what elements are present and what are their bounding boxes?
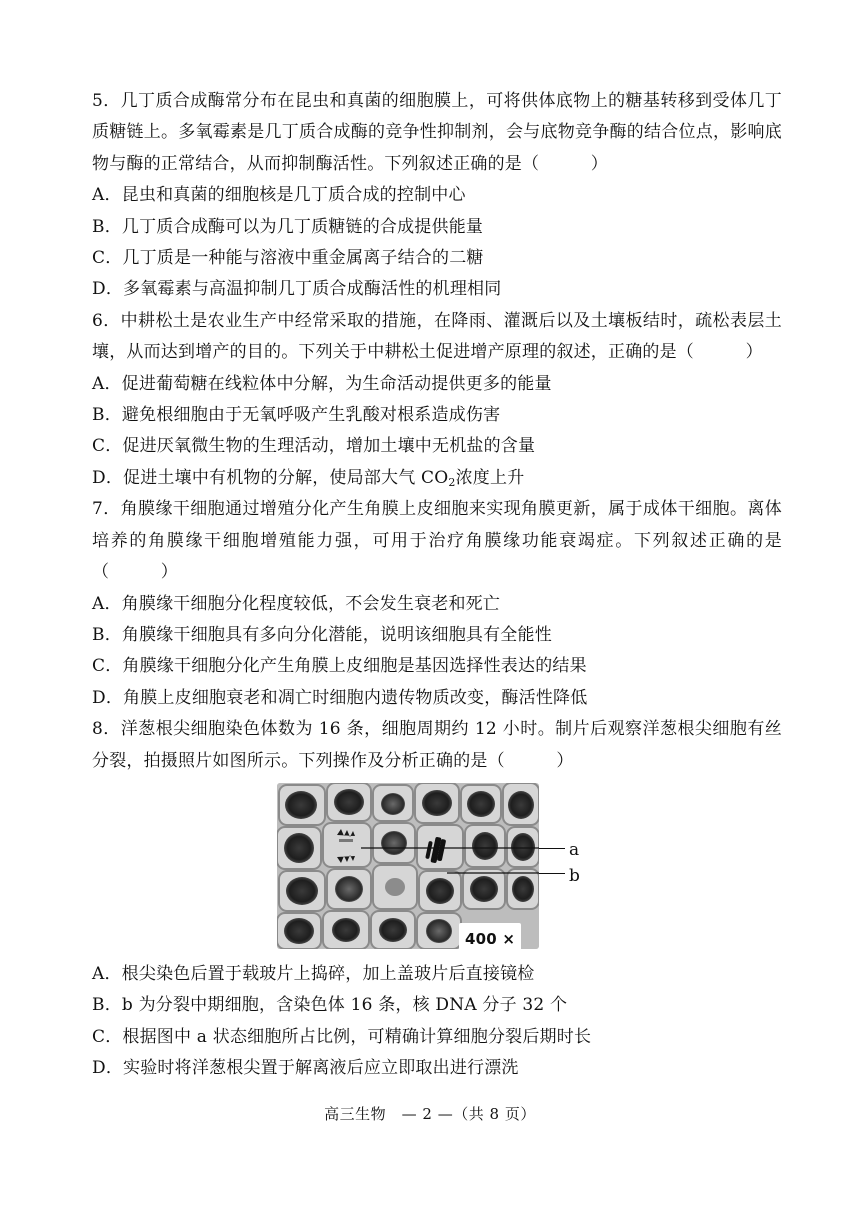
pointer-line-b xyxy=(539,873,565,874)
option-a: A．根尖染色后置于载玻片上捣碎，加上盖玻片后直接镜检 xyxy=(92,963,535,984)
micrograph-figure xyxy=(277,783,677,953)
option-b: B．b 为分裂中期细胞，含染色体 16 条，核 DNA 分子 32 个 xyxy=(92,995,568,1016)
option-c: C．根据图中 a 状态细胞所占比例，可精确计算细胞分裂后期时长 xyxy=(92,1026,592,1047)
option-b: B．角膜缘干细胞具有多向分化潜能，说明该细胞具有全能性 xyxy=(92,624,552,645)
option-b: B．几丁质合成酶可以为几丁质糖链的合成提供能量 xyxy=(92,216,484,237)
label-b: b xyxy=(569,865,581,886)
option-a: A．角膜缘干细胞分化程度较低，不会发生衰老和死亡 xyxy=(92,593,501,614)
question-8 xyxy=(92,714,782,1084)
pointer-line-a xyxy=(539,848,565,849)
question-stem: 7．角膜缘干细胞通过增殖分化产生角膜上皮细胞来实现角膜更新，属于成体干细胞。离体培养的角膜缘干细胞增殖能力强，可用于治疗角膜缘功能衰竭症。下列叙述正确的是（ ） xyxy=(92,499,782,583)
option-d: D．角膜上皮细胞衰老和凋亡时细胞内遗传物质改变，酶活性降低 xyxy=(92,687,588,708)
page-footer: 高三生物 — 2 —（共 8 页） xyxy=(324,1105,536,1123)
option-d xyxy=(92,463,782,494)
question-5 xyxy=(92,86,782,306)
question-stem: 6．中耕松土是农业生产中经常采取的措施，在降雨、灌溉后以及土壤板结时，疏松表层土壤，从而达到增产的目的。下列关于中耕松土促进增产原理的叙述，正确的是（ ） xyxy=(92,310,782,363)
question-content xyxy=(92,86,782,1085)
option-a: A．促进葡萄糖在线粒体中分解，为生命活动提供更多的能量 xyxy=(92,373,552,394)
option-d: D．实验时将洋葱根尖置于解离液后应立即取出进行漂洗 xyxy=(92,1058,519,1079)
option-a: A．昆虫和真菌的细胞核是几丁质合成的控制中心 xyxy=(92,185,466,206)
option-d-text: D．促进土壤中有机物的分解，使局部大气 CO xyxy=(92,467,449,488)
option-d-text-end: 浓度上升 xyxy=(455,467,525,488)
option-d: D．多氧霉素与高温抑制几丁质合成酶活性的机理相同 xyxy=(92,279,502,300)
option-c: C．角膜缘干细胞分化产生角膜上皮细胞是基因选择性表达的结果 xyxy=(92,656,587,677)
subscript: 2 xyxy=(448,475,456,489)
option-b: B．避免根细胞由于无氧呼吸产生乳酸对根系造成伤害 xyxy=(92,405,501,426)
question-stem: 5．几丁质合成酶常分布在昆虫和真菌的细胞膜上，可将供体底物上的糖基转移到受体几丁质糖链上。多氧霉素是几丁质合成酶的竞争性抑制剂，会与底物竞争酶的结合位点，影响底物与酶的正常结合，从而抑制酶活性。下列叙述正确的是（ ） xyxy=(92,91,782,174)
question-7 xyxy=(92,494,782,714)
option-c: C．几丁质是一种能与溶液中重金属离子结合的二糖 xyxy=(92,248,484,269)
label-a: a xyxy=(569,839,580,860)
question-6 xyxy=(92,306,782,494)
magnification-label: 400 × xyxy=(459,923,521,949)
option-c: C．促进厌氧微生物的生理活动，增加土壤中无机盐的含量 xyxy=(92,436,536,457)
onion-root-tip-micrograph xyxy=(277,783,539,949)
question-stem: 8．洋葱根尖细胞染色体数为 16 条，细胞周期约 12 小时。制片后观察洋葱根尖细胞有丝分裂，拍摄照片如图所示。下列操作及分析正确的是（ ） xyxy=(92,719,782,771)
